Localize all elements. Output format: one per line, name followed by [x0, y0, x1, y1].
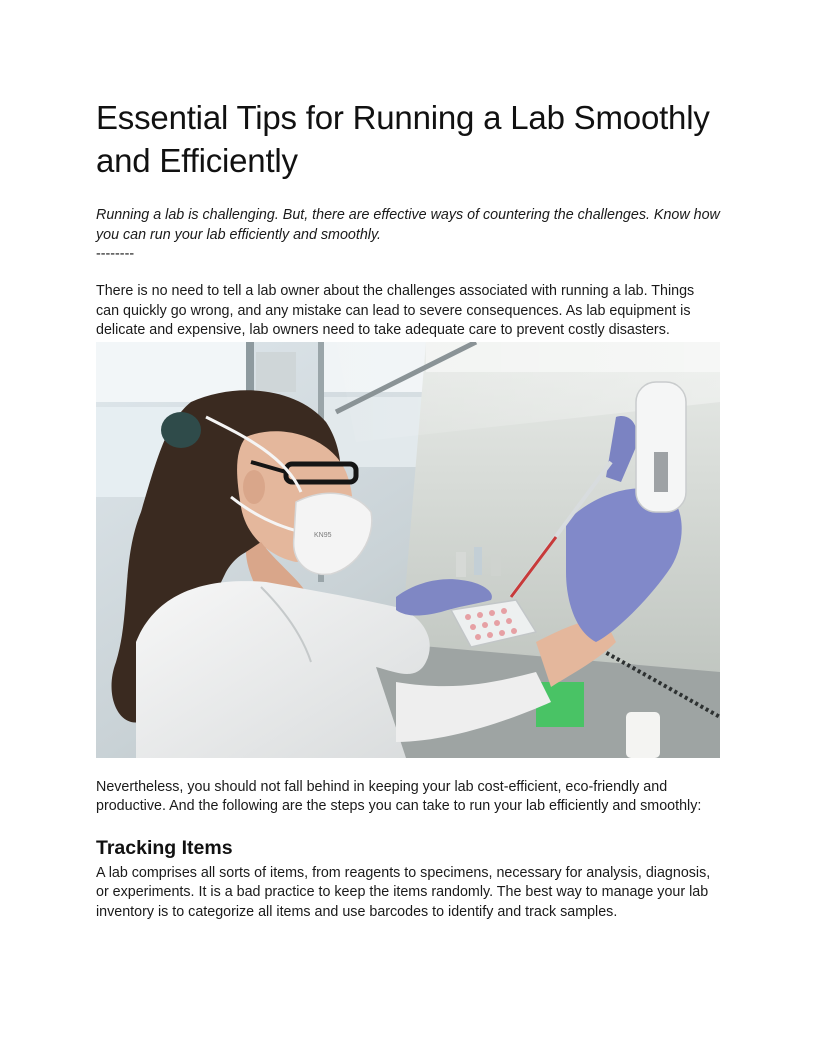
separator-line: --------	[96, 246, 135, 262]
reagent-bottle	[626, 712, 660, 758]
pipette-controller	[636, 382, 686, 512]
document-title: Essential Tips for Running a Lab Smoothly and Efficiently	[96, 99, 710, 179]
hood-bottle	[491, 554, 501, 576]
hood-bottle	[456, 552, 466, 577]
shelf	[256, 352, 296, 392]
lab-coat	[136, 581, 430, 758]
after-photo-paragraph: Nevertheless, you should not fall behind in keeping your lab cost-efficient, eco-friendly and productive. And the following are the steps you can take to run your lab efficiently and smoothly:	[96, 778, 702, 814]
scientist-ear	[243, 470, 265, 504]
lab-scientist-photo	[96, 342, 720, 758]
mask-label: KN95	[314, 531, 332, 539]
hood-bottle	[474, 547, 482, 575]
document-subtitle: Running a lab is challenging. But, there are effective ways of countering the challenges. Know how you can run your lab efficiently and smoothly.	[96, 207, 720, 243]
intro-paragraph: There is no need to tell a lab owner about the challenges associated with running a lab. Things can quickly go wrong, and any mistake can lead to severe consequences. As lab equipment is delicate and expensive, lab owners need to take adequate care to prevent costly disasters.	[96, 283, 695, 338]
document-page	[96, 96, 720, 922]
section-body-tracking-items: A lab comprises all sorts of items, from reagents to specimens, necessary for analysis, diagnosis, or experiments. It is a bad practice to keep the items randomly. The best way to manage your lab inventory is to categorize all items and use barcodes to identify and track samples.	[96, 864, 711, 920]
pipette-controller-buttons	[654, 452, 668, 492]
hair-tie	[161, 412, 201, 448]
section-heading-tracking-items: Tracking Items	[96, 836, 233, 859]
